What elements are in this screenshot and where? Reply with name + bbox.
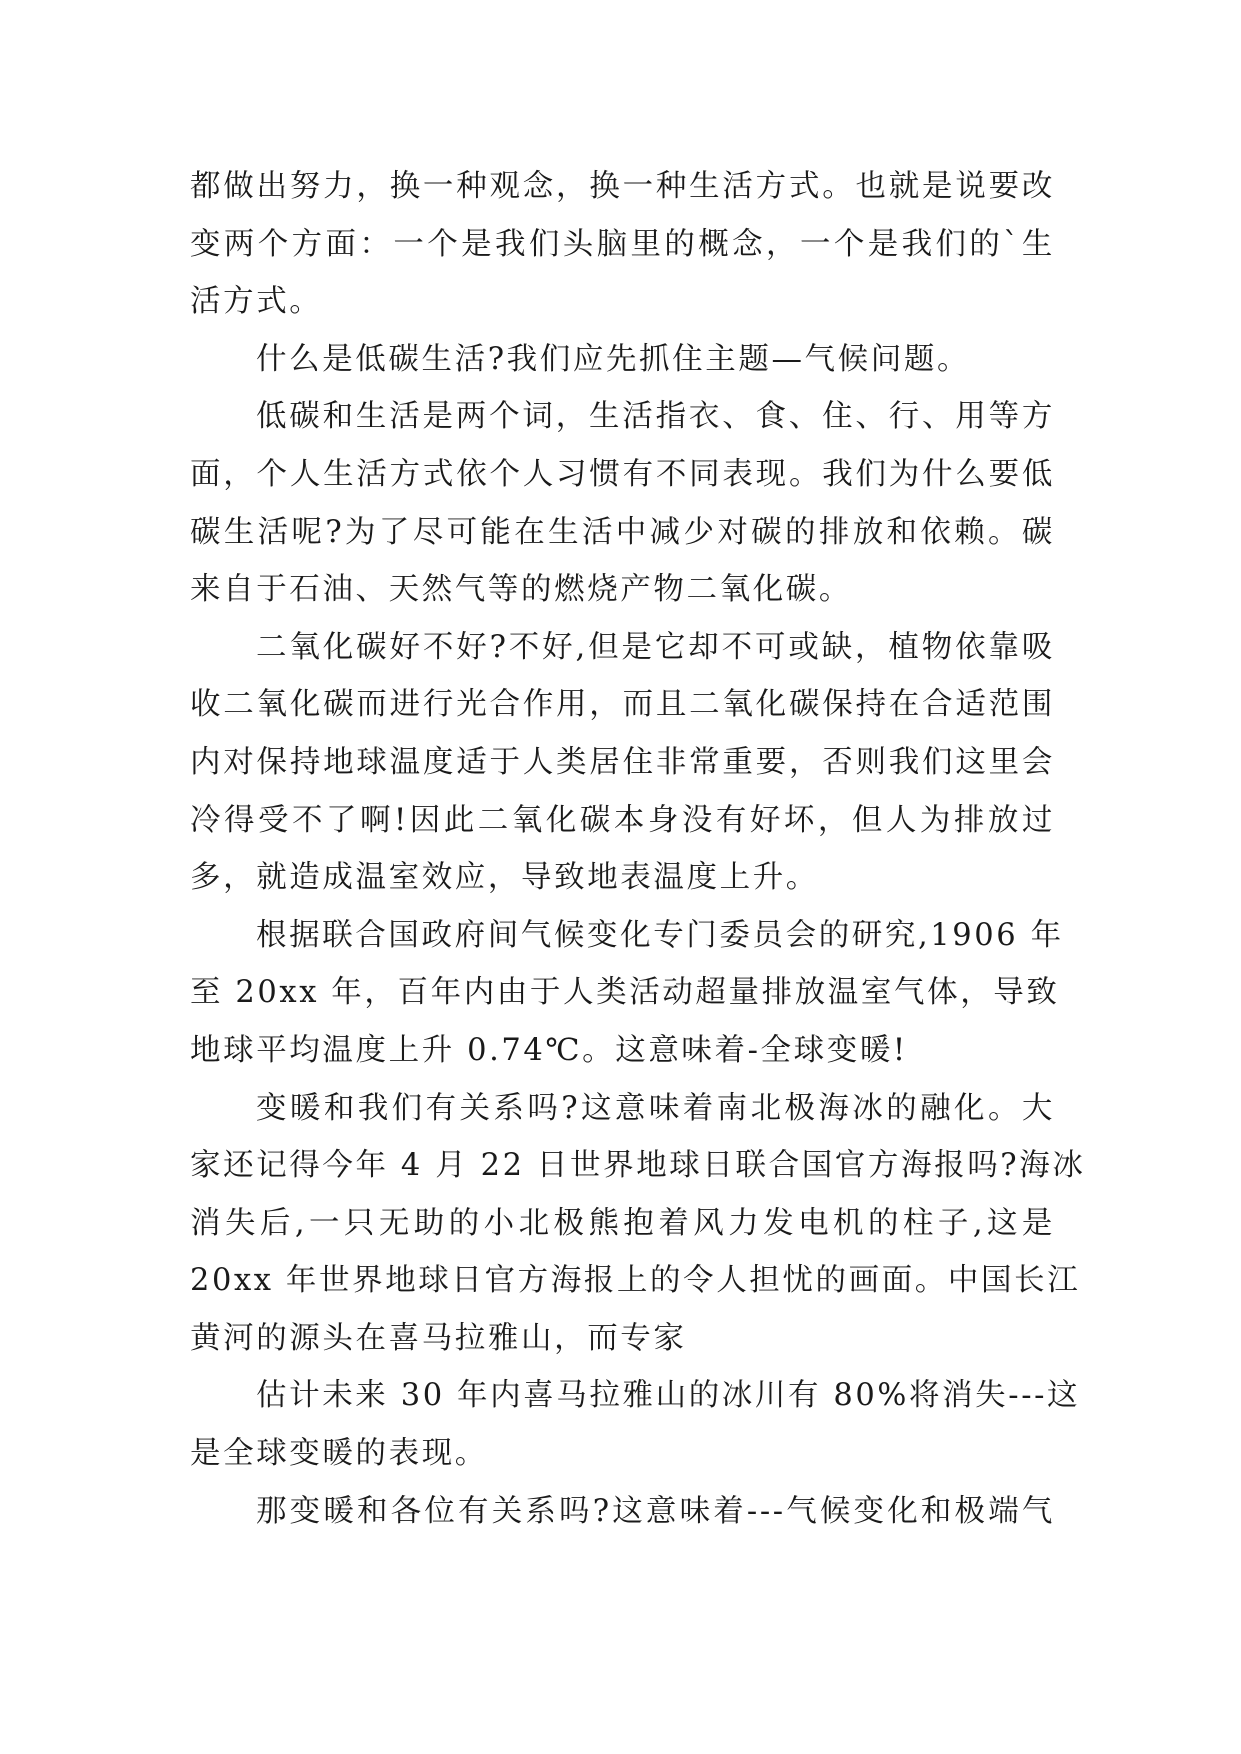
paragraph: [190, 1080, 1086, 1368]
text-line: 收二氧化碳而进行光合作用，而且二氧化碳保持在合适范围: [190, 687, 1055, 723]
text-line: 那变暖和各位有关系吗?这意味着---气候变化和极端气: [256, 1493, 1055, 1529]
text-line: 估计未来 30 年内喜马拉雅山的冰川有 80%将消失---这: [256, 1378, 1081, 1414]
text-line: 是全球变暖的表现。: [190, 1436, 488, 1472]
text-line: 20xx 年世界地球日官方海报上的令人担忧的画面。中国长江: [190, 1263, 1081, 1299]
text-line: 至 20xx 年，百年内由于人类活动超量排放温室气体，导致: [190, 975, 1060, 1011]
text-line: 变两个方面：一个是我们头脑里的概念，一个是我们的`生: [190, 226, 1055, 262]
paragraph: [190, 331, 1055, 389]
paragraph: [190, 1483, 1055, 1541]
paragraph: [190, 158, 1055, 331]
text-line: 面，个人生活方式依个人习惯有不同表现。我们为什么要低: [190, 456, 1055, 492]
text-line: 变暖和我们有关系吗?这意味着南北极海冰的融化。大: [256, 1090, 1055, 1126]
paragraph: [190, 907, 1064, 1080]
text-line: 内对保持地球温度适于人类居住非常重要，否则我们这里会: [190, 744, 1055, 780]
document-body: [190, 158, 1086, 1540]
text-line: 根据联合国政府间气候变化专门委员会的研究,1906 年: [256, 917, 1064, 953]
text-line: 地球平均温度上升 0.74℃。这意味着-全球变暖!: [190, 1032, 908, 1068]
text-line: 都做出努力，换一种观念，换一种生活方式。也就是说要改: [190, 169, 1055, 204]
text-line: 消失后,一只无助的小北极熊抱着风力发电机的柱子,这是: [190, 1205, 1055, 1241]
paragraph: [190, 388, 1055, 618]
text-line: 二氧化碳好不好?不好,但是它却不可或缺，植物依靠吸: [256, 629, 1055, 665]
text-line: 什么是低碳生活?我们应先抓住主题—气候问题。: [256, 341, 971, 377]
text-line: 低碳和生活是两个词，生活指衣、食、住、行、用等方: [256, 399, 1055, 435]
paragraph: [190, 1367, 1081, 1482]
text-line: 活方式。: [190, 284, 323, 320]
text-line: 来自于石油、天然气等的燃烧产物二氧化碳。: [190, 572, 852, 608]
text-line: 家还记得今年 4 月 22 日世界地球日联合国官方海报吗?海冰: [190, 1148, 1086, 1184]
text-line: 黄河的源头在喜马拉雅山，而专家: [190, 1320, 687, 1356]
paragraph: [190, 619, 1055, 907]
text-line: 碳生活呢?为了尽可能在生活中减少对碳的排放和依赖。碳: [190, 514, 1055, 550]
text-line: 冷得受不了啊!因此二氧化碳本身没有好坏，但人为排放过: [190, 802, 1055, 838]
text-line: 多，就造成温室效应，导致地表温度上升。: [190, 860, 819, 896]
